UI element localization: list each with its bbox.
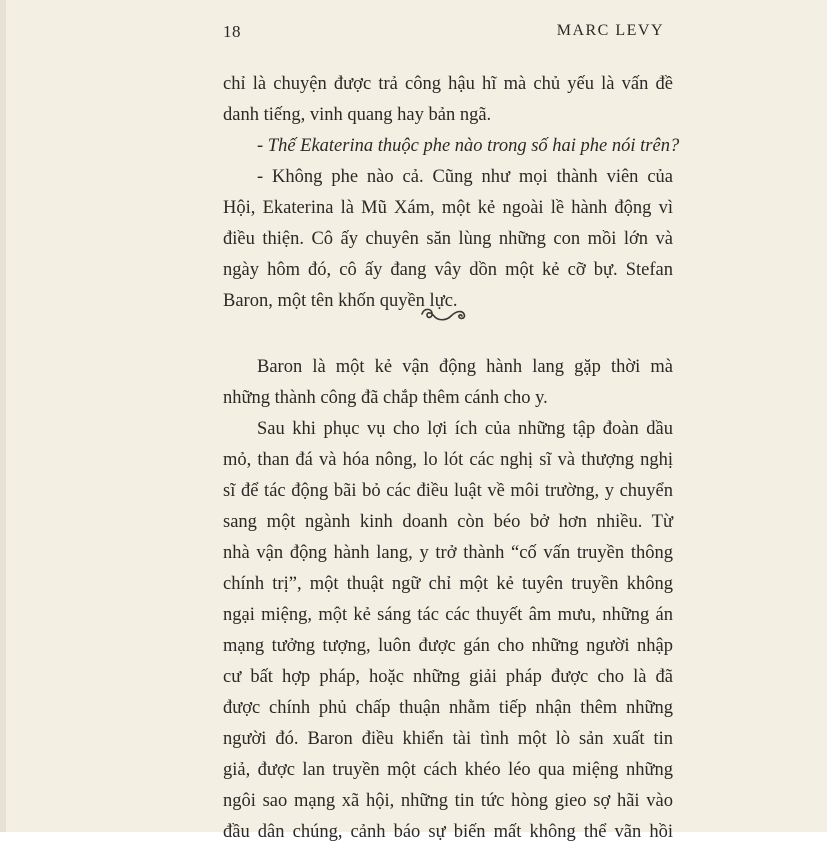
text-line: mạng tưởng tượng, luôn được gán cho những người nhập [223, 636, 673, 656]
text-block-1 [223, 69, 680, 317]
text-line: cư bất hợp pháp, hoặc những giải pháp được cho là đã [223, 667, 673, 687]
text-line: Sau khi phục vụ cho lợi ích của những tập đoàn dầu [257, 419, 673, 439]
text-line: chính trị”, một thuật ngữ chỉ một kẻ tuyên truyền không [223, 574, 673, 594]
text-line: được chính phủ chấp thuận nhằm tiếp nhận thêm những [223, 698, 673, 718]
text-line: ngại miệng, một kẻ sáng tác các thuyết âm mưu, những án [223, 605, 673, 625]
text-line: nhà vận động hành lang, y trở thành “cố vấn truyền thông [223, 543, 673, 563]
text-line: đầu dân chúng, cảnh báo sự biến mất không thể vãn hồi [223, 822, 673, 842]
text-line: ngôi sao mạng xã hội, những tin tức hòng gieo sợ hãi vào [223, 791, 673, 811]
text-line: điều thiện. Cô ấy chuyên săn lùng những con mồi lớn và [223, 229, 673, 249]
text-line: giả, được lan truyền một cách khéo léo qua miệng những [223, 760, 673, 780]
page-header [0, 22, 832, 46]
text-line: danh tiếng, vinh quang hay bản ngã. [223, 105, 492, 125]
swash-ornament-icon [418, 304, 470, 328]
page-number: 18 [223, 22, 241, 41]
text-line: những thành công đã chắp thêm cánh cho y. [223, 388, 548, 408]
text-block-2 [223, 352, 673, 848]
text-line: - Không phe nào cả. Cũng như mọi thành viên của [257, 167, 673, 187]
running-head-author: MARC LEVY [556, 22, 664, 39]
text-line: ngày hôm đó, cô ấy đang vây dồn một kẻ cỡ bự. Stefan [223, 260, 673, 280]
page-right-edge [827, 0, 832, 832]
text-line: sĩ để tác động bãi bỏ các điều luật về môi trường, y chuyển [223, 481, 673, 501]
text-line: Baron là một kẻ vận động hành lang gặp thời mà [257, 357, 673, 377]
text-line: Hội, Ekaterina là Mũ Xám, một kẻ ngoài lề hành động vì [223, 198, 673, 218]
text-line: mỏ, than đá và hóa nông, lo lót các nghị sĩ và thượng nghị [223, 450, 673, 470]
text-line: Baron, một tên khốn quyền lực. [223, 291, 458, 311]
text-line-question: - Thế Ekaterina thuộc phe nào trong số hai phe nói trên? [257, 136, 680, 156]
text-line: người đó. Baron điều khiển tài tình một lò sản xuất tin [223, 729, 673, 749]
text-line: sang một ngành kinh doanh còn béo bở hơn nhiều. Từ [223, 512, 673, 532]
text-line: chỉ là chuyện được trả công hậu hĩ mà chủ yếu là vấn đề [223, 74, 673, 94]
page-left-edge [0, 0, 6, 832]
